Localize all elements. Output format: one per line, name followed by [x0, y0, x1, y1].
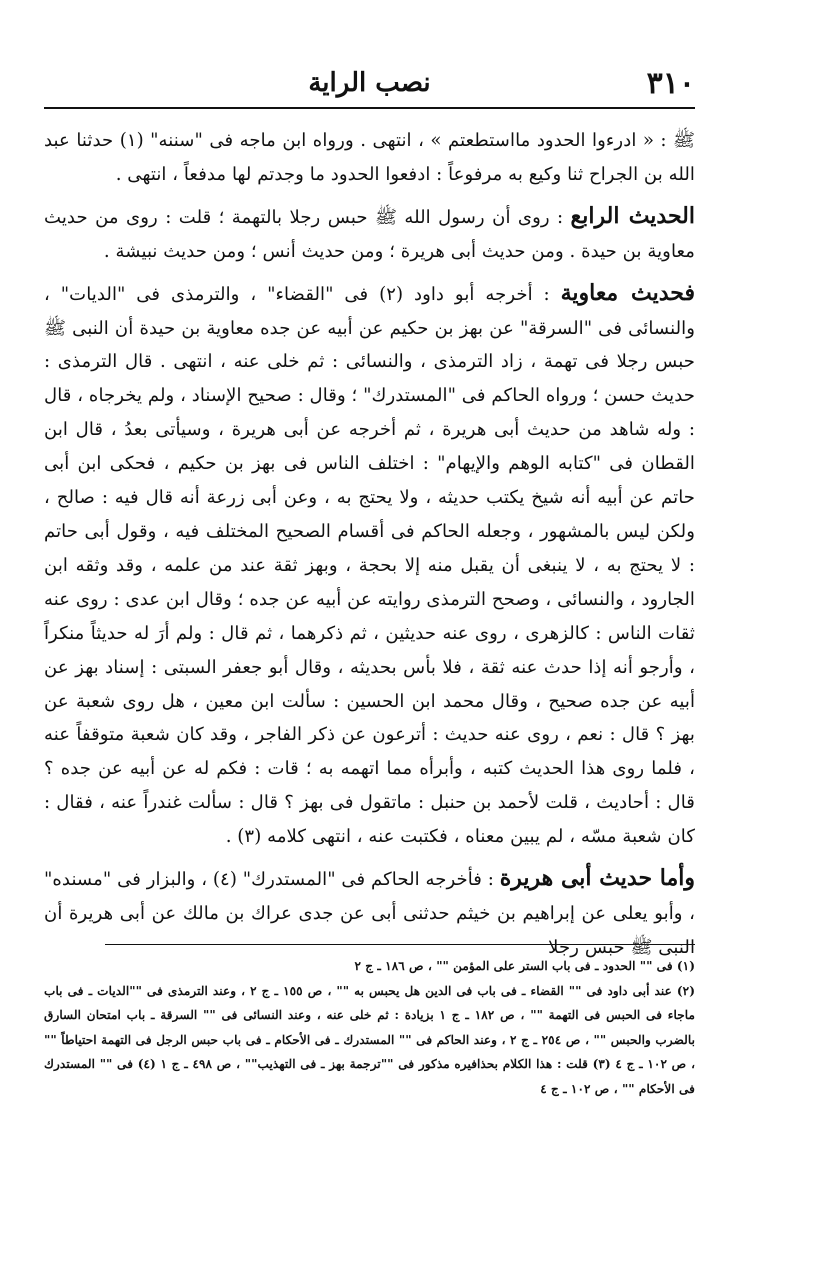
paragraph-1-text: ﷺ : « ادرءوا الحدود مااستطعتم » ، انتهى . ورواه ابن ماجه فى "سننه" (١) حدثنا عبد الله بن الجراح ثنا وكيع به مرفوعاً : ادفعوا الحدود ما وجدتم لها مدفعاً ، انتهى . [44, 130, 695, 185]
page-header [44, 60, 695, 106]
footnote-2: (٢) عند أبى داود فى "" القضاء ـ فى باب فى الدين هل يحبس به "" ، ص ١٥٥ ـ ج ٢ ، وعند الترمذى فى ""الديات ـ فى باب ماجاء فى الحبس فى التهمة "" ، ص ١٨٢ ـ ج ١ بزيادة : ثم خلى عنه ، وعند النسائى فى "" السرقة ـ باب امتحان السارق بالضرب والحبس "" ، ص ٢٥٤ ـ ج ٢ ، وعند الحاكم فى "" المستدرك ـ فى الأحكام ـ فى باب حبس الرجل فى التهمة احتياطاً "" ، ص ١٠٢ ـ ج ٤ (٣) قلت : هذا الكلام بحذافيره مذكور فى ""ترجمة بهز ـ فى التهذيب"" ، ص ٤٩٨ ـ ج ١ (٤) فى "" المستدرك فى الأحكام "" ، ص ١٠٢ ـ ج ٤ [44, 983, 696, 1096]
footnote-1: (١) فى "" الحدود ـ فى باب الستر على المؤمن "" ، ص ١٨٦ ـ ج ٢ [354, 959, 695, 973]
paragraph-4 [44, 862, 695, 965]
footnotes [44, 954, 695, 1101]
header-rule [44, 107, 695, 109]
main-text [44, 124, 695, 965]
paragraph-4-heading: وأما حديث أبى هريرة [499, 865, 695, 892]
paragraph-4-text: : فأخرجه الحاكم فى "المستدرك" (٤) ، والبزار فى "مسنده" ، وأبو يعلى عن إبراهيم بن خيثم حدثنى أبى عن جدى عراك بن مالك عن أبى هريرة أن النبى ﷺ حبس رجلا [44, 869, 695, 958]
paragraph-1 [44, 124, 695, 192]
paragraph-3 [44, 277, 695, 854]
paragraph-2-heading: الحديث الرابع [570, 202, 695, 229]
footnote-rule [105, 944, 695, 945]
paragraph-3-heading: فحديث معاوية [560, 279, 695, 306]
paragraph-2-text: : روى أن رسول الله ﷺ حبس رجلا بالتهمة ؛ قلت : روى من حديث معاوية بن حيدة . ومن حديث أبى هريرة ؛ ومن حديث أنس ؛ ومن حديث نبيشة . [44, 206, 695, 262]
page-number: ٣١٠ [646, 66, 695, 101]
paragraph-3-text: : أخرجه أبو داود (٢) فى "القضاء" ، والترمذى فى "الديات" ، والنسائى فى "السرقة" عن بهز بن حكيم عن أبيه عن جده معاوية بن حيدة أن النبى ﷺ حبس رجلا فى تهمة ، زاد الترمذى ، والنسائى : ثم خلى عنه ، انتهى . قال الترمذى : حديث حسن ؛ ورواه الحاكم فى "المستدرك" ؛ وقال : صحيح الإسناد ، ولم يخرجاه ، قال : وله شاهد من حديث أبى هريرة ، ثم أخرجه عن أبى هريرة ، وسيأتى بعدُ ، قال ابن القطان فى "كتابه الوهم والإيهام" : اختلف الناس فى بهز بن حكيم ، فحكى ابن أبى حاتم عن أبيه أنه شيخ يكتب حديثه ، ولا يحتج به ، وعن أبى زرعة أنه قال فيه : صالح ، ولكن ليس بالمشهور ، وجعله الحاكم فى أقسام الصحيح المختلف فيه ، وقول أبى حاتم : لا يحتج به ، لا ينبغى أن يقبل منه إلا بحجة ، وبهز ثقة عند من علمه ، وقد وثقه ابن الجارود ، والنسائى ، وصحح الترمذى روايته عن أبيه عن جده ؛ وقال ابن عدى : روى عنه ثقات الناس : كالزهرى ، روى عنه حديثين ، ثم ذكرهما ، ثم قال : ولم أرَ له حديثاً منكراً ، وأرجو أنه إذا حدث عنه ثقة ، فلا بأس بحديثه ، وقال أبو جعفر السبتى : إسناد بهز عن أبيه عن جده صحيح ، وقال محمد ابن الحسين : سألت ابن معين ، هل روى شعبة عن بهز ؟ قال : نعم ، روى عنه حديث : أترعون عن ذكر الفاجر ، وقد كان شعبة متوقفاً عنه ، فلما روى هذا الحديث كتبه ، وأبرأه مما اتهمه به ؛ قات : فكم له عن أبيه عن جده ؟ قال : أحاديث ، قلت لأحمد بن حنبل : ماتقول فى بهز ؟ قال : سألت غندراً عنه ، فقال : كان شعبة مسّه ، لم يبين معناه ، فكتبت عنه ، انتهى كلامه (٣) . [44, 283, 695, 848]
paragraph-2 [44, 200, 695, 269]
running-title: نصب الراية [308, 68, 431, 98]
